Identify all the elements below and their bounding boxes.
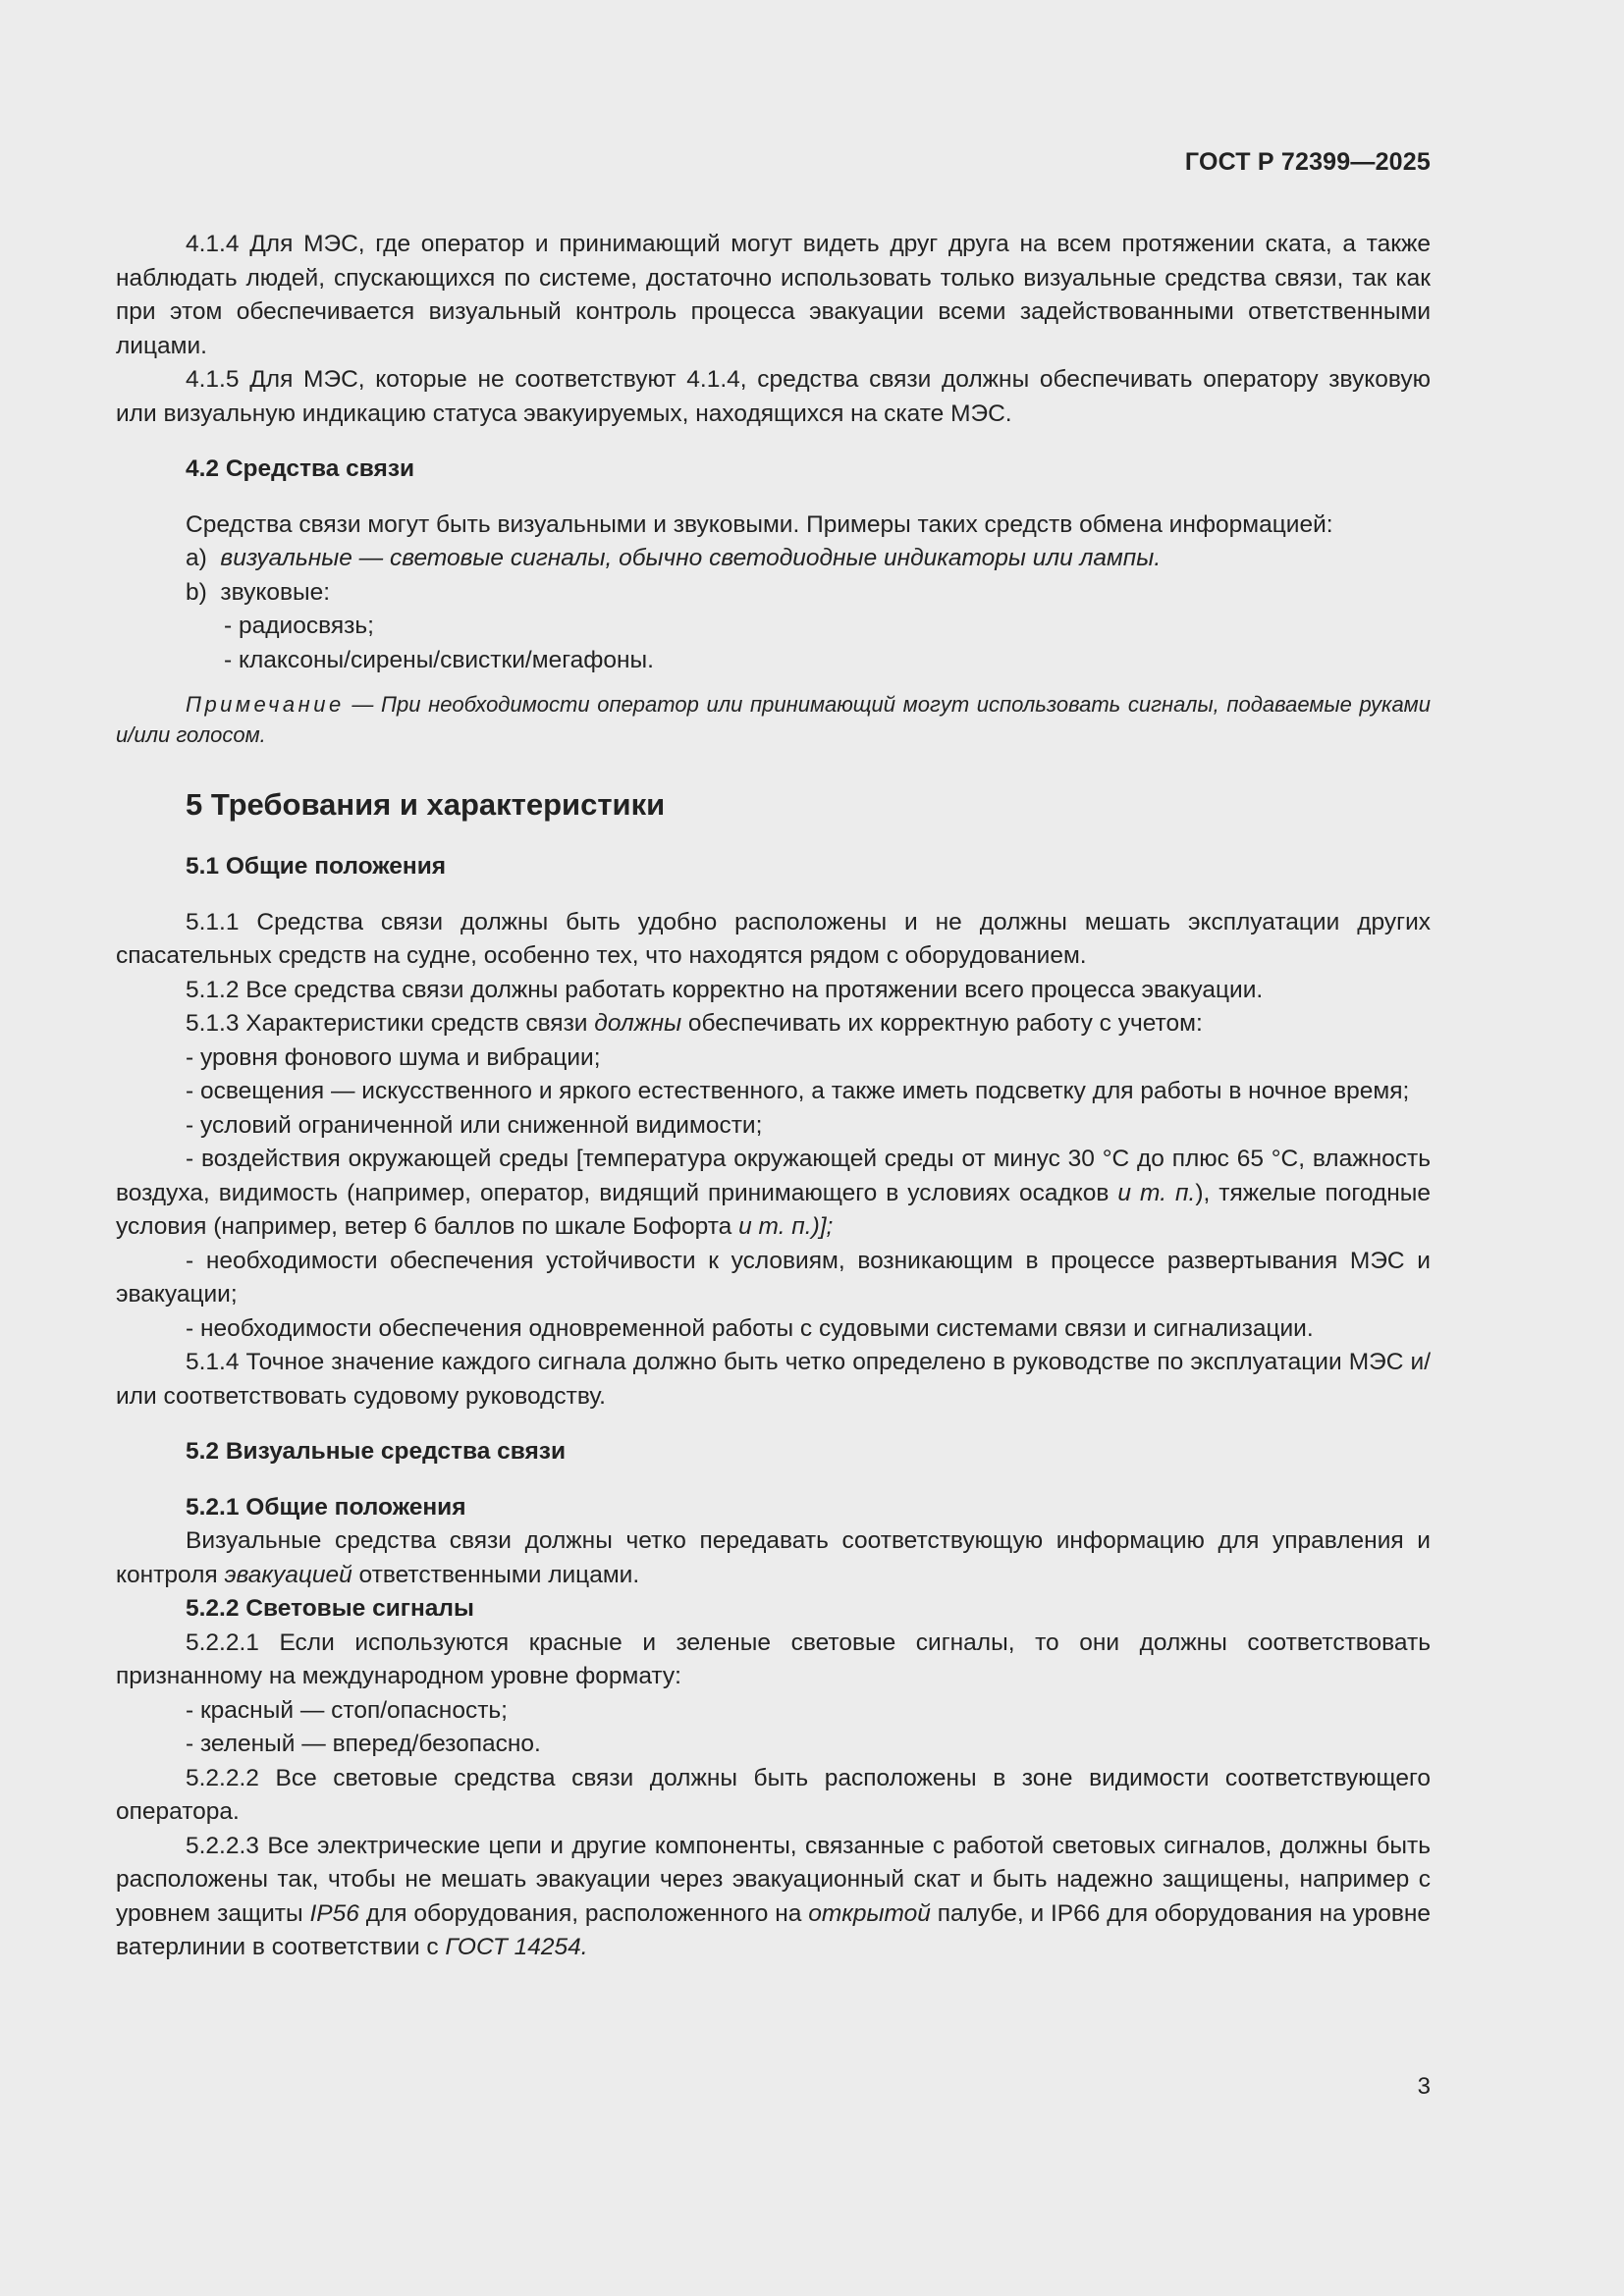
heading-5: 5 Требования и характеристики (186, 787, 666, 822)
text-run: Визуальные средства связи должны четко передавать соответствующую информацию для управления и контроля (116, 1527, 1431, 1588)
dash-item: - необходимости обеспечения устойчивости к условиям, возникающим в процессе развертывания МЭС и эвакуации; (116, 1247, 1431, 1308)
text-run: для оборудования, расположенного на (358, 1899, 809, 1927)
paragraph-4-1-5: 4.1.5 Для МЭС, которые не соответствуют 4.1.4, средства связи должны обеспечивать оператору звуковую или визуальную индикацию статуса эвакуируемых, находящихся на скате МЭС. (116, 366, 1431, 427)
list-text: — световые сигналы, обычно светодиодные индикаторы или лампы. (352, 545, 1162, 571)
dash-item: - условий ограниченной или сниженной видимости; (186, 1111, 763, 1139)
paragraph-5-1-3 (116, 1007, 1431, 1041)
dash-item: - необходимости обеспечения одновременной работы с судовыми системами связи и сигнализации. (186, 1314, 1314, 1342)
dash-item (116, 1143, 1431, 1245)
list-term: визуальные (220, 545, 352, 571)
dash-item: - уровня фонового шума и вибрации; (186, 1043, 601, 1071)
heading-5-1: 5.1 Общие положения (186, 853, 447, 880)
heading-5-2-2: 5.2.2 Световые сигналы (186, 1595, 474, 1622)
text-run-italic: должны (594, 1010, 682, 1037)
text-run-italic: и т. п. (1117, 1179, 1196, 1206)
note-label: Примечание (186, 692, 345, 717)
list-marker: b) (186, 578, 207, 606)
list-subitem: - клаксоны/сирены/свистки/мегафоны. (224, 646, 654, 673)
dash-item: - зеленый — вперед/безопасно. (186, 1731, 541, 1757)
heading-5-2-1: 5.2.1 Общие положения (186, 1493, 466, 1521)
text-run: палубе, и IP66 для оборудования на уровне ватерлинии в соответствии с (116, 1899, 1432, 1960)
text-run: обеспечивать их корректную работу с учетом: (681, 1010, 1203, 1037)
note-text: — При необходимости оператор или принимающий могут использовать сигналы, подаваемые руками и/или голосом. (116, 692, 1431, 747)
dash-item: - освещения — искусственного и яркого естественного, а также иметь подсветку для работы в ночное время; (186, 1078, 1410, 1104)
text-run: ответственными лицами. (352, 1561, 640, 1588)
heading-5-2: 5.2 Визуальные средства связи (186, 1438, 567, 1465)
paragraph-5-1-1: 5.1.1 Средства связи должны быть удобно расположены и не должны мешать эксплуатации других спасательных средств на судне, особенно тех, что находятся рядом с оборудованием. (116, 908, 1431, 969)
page-body (116, 145, 1431, 1965)
document-code: ГОСТ Р 72399—2025 (1184, 148, 1431, 176)
list-subitem: - радиосвязь; (224, 613, 374, 639)
text-run-italic: эвакуацией (224, 1561, 352, 1588)
text-run: 5.1.3 Характеристики средств связи (186, 1010, 595, 1037)
text-run-italic: открытой (808, 1899, 931, 1927)
list-item-a (116, 542, 1431, 576)
text-run-italic: ГОСТ 14254. (445, 1934, 588, 1960)
list-text: звуковые: (220, 578, 331, 606)
list-marker: a) (186, 545, 207, 571)
heading-4-2: 4.2 Средства связи (186, 455, 415, 482)
text-run: ), тяжелые погодные условия (например, ветер 6 баллов по шкале Бофорта (116, 1179, 1431, 1240)
paragraph-5-2-2-1: 5.2.2.1 Если используются красные и зеленые световые сигналы, то они должны соответствовать признанному на международном уровне формату: (116, 1629, 1431, 1689)
text-run: 5.2.2.3 Все электрические цепи и другие компоненты, связанные с работой световых сигналов, должны быть расположены так, чтобы не мешать эвакуации через эвакуационный скат и быть надежно защищены, например с уровнем защиты (116, 1832, 1431, 1927)
paragraph-5-2-2-2: 5.2.2.2 Все световые средства связи должны быть расположены в зоне видимости соответствующего оператора. (116, 1764, 1431, 1825)
text-run-italic: IP56 (309, 1899, 359, 1927)
paragraph-4-1-4: 4.1.4 Для МЭС, где оператор и принимающий могут видеть друг друга на всем протяжении ската, а также наблюдать людей, спускающихся по системе, достаточно использовать только визуальные средства связи, так как при этом обеспечивается визуальный контроль процесса эвакуации всеми задействованными ответственными лицами. (116, 231, 1431, 359)
paragraph-5-2-1 (116, 1524, 1431, 1592)
page-number: 3 (1417, 2073, 1431, 2100)
paragraph-5-1-4: 5.1.4 Точное значение каждого сигнала должно быть четко определено в руководстве по эксплуатации МЭС и/или соответствовать судовому руководству. (116, 1349, 1431, 1410)
note (116, 689, 1431, 750)
text-run: - воздействия окружающей среды [температура окружающей среды от минус 30 °С до плюс 65 °С, влажность воздуха, видимость (например, оператор, видящий принимающего в условиях осадков (116, 1146, 1431, 1206)
text-run-italic: и т. п.)]; (738, 1213, 834, 1240)
paragraph-5-1-2: 5.1.2 Все средства связи должны работать корректно на протяжении всего процесса эвакуации. (186, 976, 1264, 1003)
paragraph-4-2-intro: Средства связи могут быть визуальными и звуковыми. Примеры таких средств обмена информацией: (186, 510, 1333, 538)
paragraph-5-2-2-3 (116, 1830, 1431, 1965)
dash-item: - красный — стоп/опасность; (186, 1696, 508, 1724)
list-item-b (116, 576, 1431, 611)
